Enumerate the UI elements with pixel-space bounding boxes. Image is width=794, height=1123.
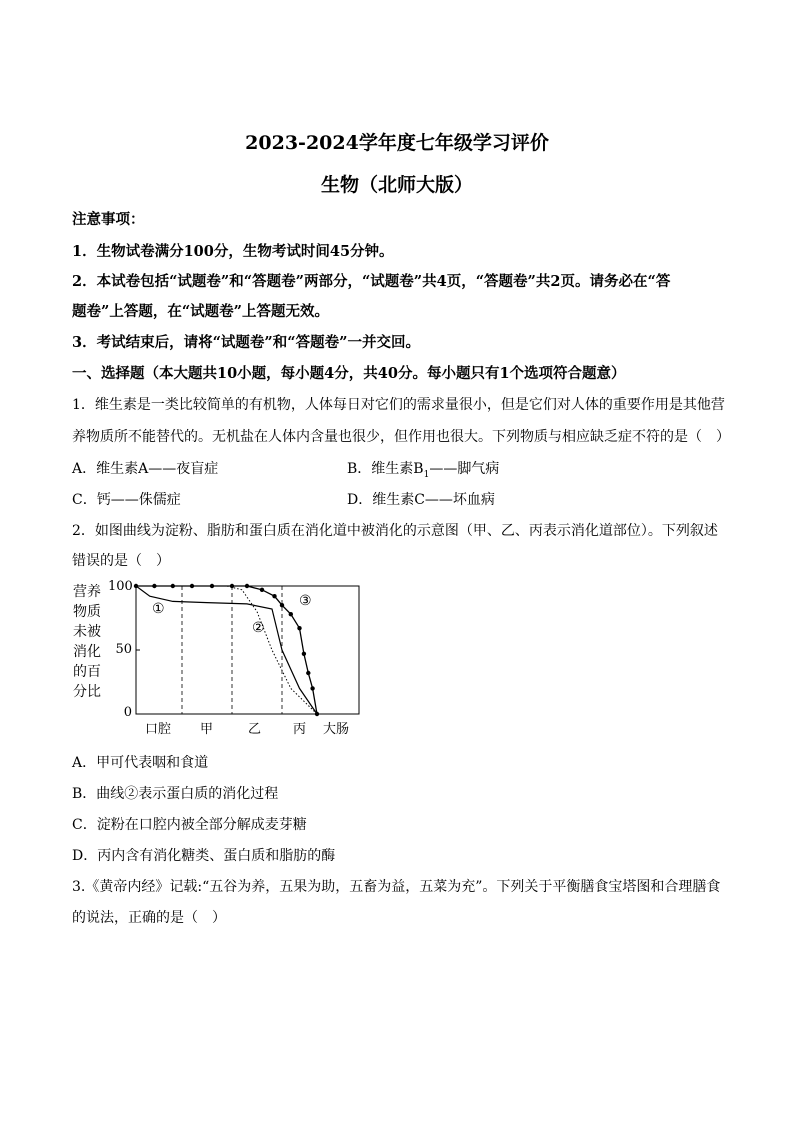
data-point — [297, 626, 301, 630]
option-a: A．维生素A——夜盲症 — [72, 461, 219, 477]
data-point — [171, 584, 175, 588]
question-stem: 的说法，正确的是（ ） — [72, 910, 226, 926]
x-tick-label: 乙 — [248, 722, 262, 737]
series-label: ③ — [299, 593, 312, 609]
option-c: C．淀粉在口腔内被全部分解成麦芽糖 — [72, 817, 307, 833]
option-b — [347, 458, 499, 480]
series-label: ② — [252, 620, 265, 636]
notice-item: 1．生物试卷满分100分，生物考试时间45分钟。 — [72, 243, 394, 260]
y-tick-label: 100 — [108, 579, 133, 594]
option-b-text: B．维生素B — [347, 461, 424, 477]
question-stem: 3.《黄帝内经》记载:“五谷为养，五果为助，五畜为益，五菜为充”。下列关于平衡膳食宝塔图和合理膳食 — [72, 879, 721, 895]
option-b: B．曲线②表示蛋白质的消化过程 — [72, 786, 279, 802]
data-point — [306, 671, 310, 675]
data-point — [272, 594, 276, 598]
x-tick-label: 大肠 — [323, 722, 350, 737]
page-subtitle: 生物（北师大版） — [320, 174, 473, 196]
plot-frame — [136, 586, 359, 714]
notice-item: 2．本试卷包括“试题卷”和“答题卷”两部分，“试题卷”共4页，“答题卷”共2页。请务必在“答 — [72, 273, 671, 290]
section-heading: 一、选择题（本大题共10小题，每小题4分，共40分。每小题只有1个选项符合题意） — [72, 365, 626, 382]
data-point — [230, 584, 234, 588]
page-title: 2023-2024学年度七年级学习评价 — [245, 132, 549, 154]
question-stem: 错误的是（ ） — [72, 553, 170, 569]
option-a: A．甲可代表咽和食道 — [72, 755, 209, 771]
y-axis-label: 营养物质未被消化的百分比 — [73, 584, 101, 700]
chart-plot — [72, 578, 372, 738]
notice-item: 3．考试结束后，请将“试题卷”和“答题卷”一并交回。 — [72, 334, 420, 351]
data-point — [245, 584, 249, 588]
y-tick-label: 0 — [123, 705, 132, 720]
notice-heading: 注意事项： — [72, 211, 145, 228]
option-d: D．丙内含有消化糖类、蛋白质和脂肪的酶 — [72, 848, 336, 864]
question-stem: 2．如图曲线为淀粉、脂肪和蛋白质在消化道中被消化的示意图（甲、乙、丙表示消化道部位）。下列叙述 — [72, 523, 718, 539]
data-point — [280, 603, 284, 607]
option-b-subscript: 1 — [423, 469, 430, 480]
data-point — [289, 612, 293, 616]
x-tick-label: 丙 — [293, 722, 307, 737]
data-point — [260, 588, 264, 592]
option-c: C．钙——侏儒症 — [72, 492, 181, 508]
data-point — [315, 712, 319, 716]
option-b-text-end: ——脚气病 — [429, 461, 500, 477]
data-point — [190, 584, 194, 588]
series-label: ① — [152, 601, 165, 617]
x-tick-label: 甲 — [200, 722, 214, 737]
digestion-chart — [72, 578, 372, 736]
question-stem: 1．维生素是一类比较简单的有机物，人体每日对它们的需求量很小，但是它们对人体的重要作用是其他营 — [72, 397, 725, 413]
data-point — [210, 584, 214, 588]
data-point — [310, 686, 314, 690]
option-d: D．维生素C——坏血病 — [347, 492, 495, 508]
question-stem: 养物质所不能替代的。无机盐在人体内含量也很少，但作用也很大。下列物质与相应缺乏症不符的是（ ） — [72, 429, 730, 445]
data-point — [152, 584, 156, 588]
data-point — [302, 652, 306, 656]
data-point — [134, 584, 138, 588]
x-tick-label: 口腔 — [145, 722, 172, 737]
notice-item: 题卷”上答题，在“试题卷”上答题无效。 — [72, 303, 330, 320]
y-tick-label: 50 — [115, 642, 132, 657]
